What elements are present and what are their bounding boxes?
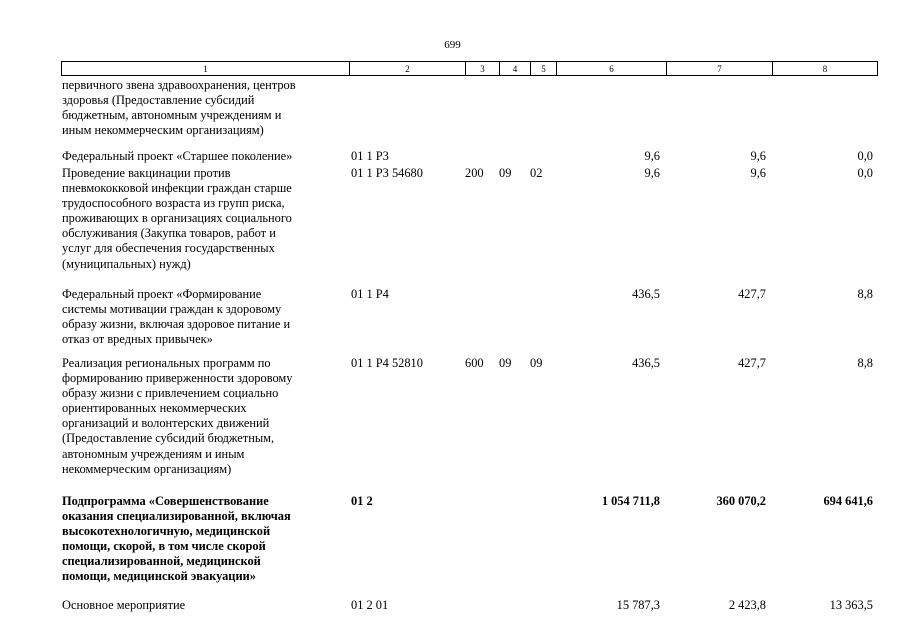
budget-code: 01 1 P4 <box>351 287 389 301</box>
section-code: 09 <box>499 356 512 370</box>
row-name-line: специализированной, медицинской <box>62 554 261 569</box>
amount-regional: 13 363,5 <box>829 598 873 612</box>
expense-type-code: 600 <box>465 356 484 370</box>
amount-total: 9,6 <box>644 149 660 163</box>
row-name-line: образу жизни с привлечением социально <box>62 386 279 401</box>
expense-type-code: 200 <box>465 166 484 180</box>
row-name <box>62 166 352 272</box>
budget-code: 01 2 01 <box>351 598 389 612</box>
row-name-line: первичного звена здравоохранения, центров <box>62 78 296 92</box>
column-header-3: 3 <box>466 62 500 76</box>
row-name-line: Подпрограмма «Совершенствование <box>62 494 269 508</box>
column-header-1: 1 <box>62 62 350 76</box>
amount-federal: 9,6 <box>750 166 766 180</box>
budget-code: 01 1 P4 52810 <box>351 356 423 370</box>
row-name-line: проживающих в организациях социального <box>62 211 292 226</box>
row-name-line: отказ от вредных привычек» <box>62 332 213 347</box>
row-name-line: Федеральный проект «Формирование <box>62 287 262 301</box>
row-name-line: (Предоставление субсидий бюджетным, <box>62 431 275 446</box>
row-name-line: Основное мероприятие <box>62 598 186 612</box>
subsection-code: 09 <box>530 356 543 370</box>
budget-code: 01 1 P3 <box>351 149 389 163</box>
amount-total: 436,5 <box>632 356 660 370</box>
section-code: 09 <box>499 166 512 180</box>
amount-regional: 694 641,6 <box>823 494 873 508</box>
row-name-line: Проведение вакцинации против <box>62 166 231 180</box>
column-header-8: 8 <box>773 62 878 76</box>
row-name-line: организаций и волонтерских движений <box>62 416 270 431</box>
row-name-line: иным некоммерческим организациям) <box>62 123 264 138</box>
row-name-line: некоммерческим организациям) <box>62 461 232 476</box>
row-name <box>62 149 352 164</box>
budget-code: 01 1 P3 54680 <box>351 166 423 180</box>
row-name-line: высокотехнологичную, медицинской <box>62 524 271 539</box>
amount-total: 1 054 711,8 <box>601 494 660 508</box>
row-name-line: пневмококковой инфекции граждан старше <box>62 181 292 196</box>
page-number: 699 <box>444 39 461 51</box>
row-name-line: услуг для обеспечения государственных <box>62 241 275 256</box>
amount-federal: 427,7 <box>738 287 766 301</box>
amount-federal: 427,7 <box>738 356 766 370</box>
amount-federal: 360 070,2 <box>716 494 766 508</box>
row-name-line: бюджетным, автономным учреждениям и <box>62 108 282 123</box>
row-name <box>62 287 352 347</box>
row-name-line: ориентированных некоммерческих <box>62 401 247 416</box>
row-name-line: системы мотивации граждан к здоровому <box>62 302 282 317</box>
row-name-line: оказания специализированной, включая <box>62 509 291 524</box>
row-name <box>62 598 352 613</box>
row-name-line: Реализация региональных программ по <box>62 356 271 370</box>
amount-total: 15 787,3 <box>616 598 660 612</box>
amount-regional: 0,0 <box>857 166 873 180</box>
row-name-line: автономным учреждениям и иным <box>62 446 245 461</box>
subsection-code: 02 <box>530 166 543 180</box>
row-name <box>62 356 352 477</box>
amount-total: 9,6 <box>644 166 660 180</box>
column-header-2: 2 <box>350 62 466 76</box>
column-header-6: 6 <box>557 62 667 76</box>
row-name-line: Федеральный проект «Старшее поколение» <box>62 149 293 163</box>
row-name <box>62 78 352 138</box>
amount-regional: 0,0 <box>857 149 873 163</box>
column-header-4: 4 <box>500 62 531 76</box>
row-name-line: (муниципальных) нужд) <box>62 256 191 271</box>
amount-federal: 2 423,8 <box>728 598 766 612</box>
row-name-line: формированию приверженности здоровому <box>62 371 293 386</box>
amount-regional: 8,8 <box>857 287 873 301</box>
column-header-7: 7 <box>667 62 773 76</box>
amount-regional: 8,8 <box>857 356 873 370</box>
amount-federal: 9,6 <box>750 149 766 163</box>
row-name-line: обслуживания (Закупка товаров, работ и <box>62 226 276 241</box>
row-name-line: здоровья (Предоставление субсидий <box>62 93 255 108</box>
budget-code: 01 2 <box>351 494 373 508</box>
row-name-line: помощи, медицинской эвакуации» <box>62 569 256 584</box>
row-name <box>62 494 352 585</box>
column-header-5: 5 <box>531 62 557 76</box>
row-name-line: образу жизни, включая здоровое питание и <box>62 317 291 332</box>
amount-total: 436,5 <box>632 287 660 301</box>
row-name-line: трудоспособного возраста из групп риска, <box>62 196 285 211</box>
row-name-line: помощи, скорой, в том числе скорой <box>62 539 266 554</box>
